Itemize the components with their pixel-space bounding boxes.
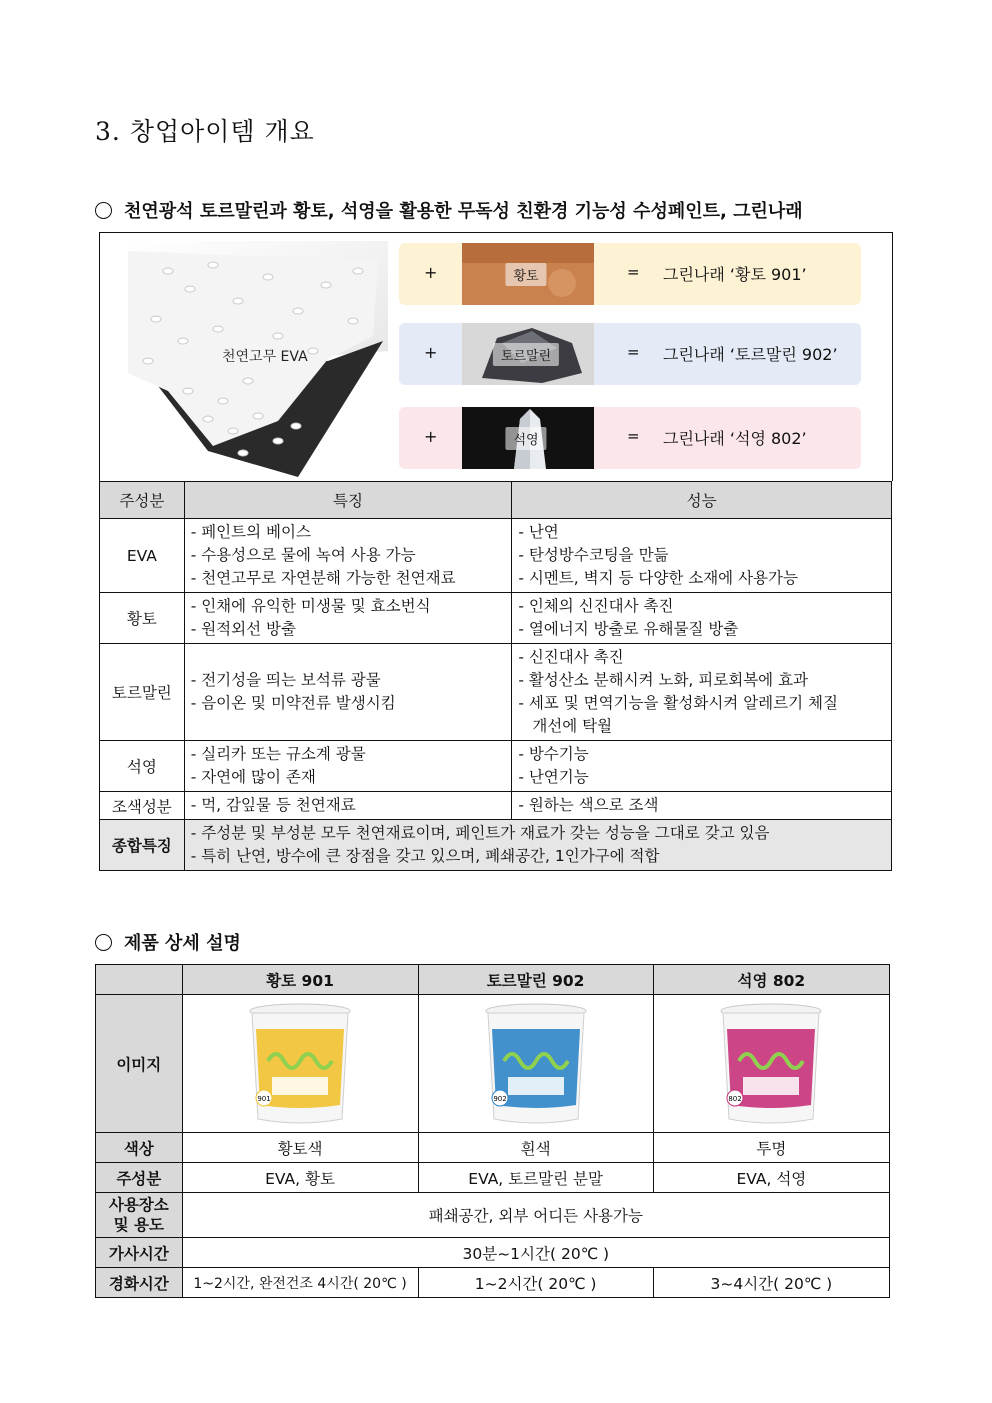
subheading-detail (95, 929, 241, 955)
product-image-cell (653, 995, 889, 1133)
quartz-tag: 석영 (505, 427, 546, 450)
product-table (95, 964, 890, 1298)
table-row (100, 792, 892, 820)
product-image-cell (182, 995, 418, 1133)
table-row (100, 741, 892, 792)
components-table (99, 481, 892, 871)
color-cell: 황토색 (182, 1133, 418, 1163)
product-column-header: 토르말린 902 (418, 965, 653, 995)
performance-line: - 인체의 신진대사 촉진 (518, 597, 674, 615)
plus-sign: + (424, 263, 438, 282)
features-cell (184, 593, 512, 644)
performance-line: - 난연 (518, 523, 559, 541)
summary-label: 종합특징 (100, 820, 185, 871)
row-label: 주성분 (96, 1163, 183, 1193)
feature-line: - 먹, 감잎물 등 천연재료 (190, 796, 356, 814)
row-label: 사용장소 및 용도 (96, 1193, 183, 1238)
feature-line: - 원적외선 방출 (190, 620, 296, 638)
result-tourmaline: 그린나래 ‘토르말린 902’ (663, 345, 838, 364)
performance-line: - 열에너지 방출로 유해물질 방출 (518, 620, 739, 638)
summary-row (100, 820, 892, 871)
component-name: 토르말린 (100, 644, 185, 741)
performance-line: 개선에 탁월 (532, 717, 613, 735)
table-header-row (96, 965, 890, 995)
image-row (96, 995, 890, 1133)
performance-line: - 탄성방수코팅을 만듦 (518, 546, 669, 564)
formula-graphic (99, 232, 893, 481)
blank-header (96, 965, 183, 995)
equals-sign: = (627, 263, 640, 281)
plus-sign: + (424, 427, 438, 446)
combo-quartz (399, 407, 861, 469)
row-label: 이미지 (96, 995, 183, 1133)
feature-line: - 수용성으로 물에 녹여 사용 가능 (190, 546, 416, 564)
table-row (100, 519, 892, 593)
performance-line: - 방수기능 (518, 745, 589, 763)
performance-cell (512, 593, 892, 644)
table-row (96, 1268, 890, 1298)
performance-line: - 신진대사 촉진 (518, 648, 624, 666)
section-title: 3. 창업아이템 개요 (95, 117, 315, 146)
main-component-cell: EVA, 토르말린 분말 (418, 1163, 653, 1193)
features-cell (184, 741, 512, 792)
subheading-overview-text: 천연광석 토르말린과 황토, 석영을 활용한 무독성 친환경 기능성 수성페인트, 그린나래 (124, 201, 803, 222)
summary-cell (184, 820, 891, 871)
color-cell: 흰색 (418, 1133, 653, 1163)
product-column-header: 황토 901 (182, 965, 418, 995)
plus-sign: + (424, 343, 438, 362)
table-row (96, 1193, 890, 1238)
performance-cell (512, 741, 892, 792)
product-badge: 802 (728, 1095, 743, 1103)
features-cell (184, 644, 512, 741)
table-header-row (100, 482, 892, 519)
feature-line: - 전기성을 띄는 보석류 광물 (190, 671, 381, 689)
paint-bucket-image (482, 1001, 590, 1126)
main-component-cell: EVA, 황토 (182, 1163, 418, 1193)
performance-cell (512, 644, 892, 741)
feature-line: - 페인트의 베이스 (190, 523, 311, 541)
result-quartz: 그린나래 ‘석영 802’ (663, 429, 807, 448)
product-image-cell (418, 995, 653, 1133)
header-cell: 특징 (184, 482, 512, 519)
feature-line: - 인채에 유익한 미생물 및 효소번식 (190, 597, 431, 615)
product-badge: 902 (492, 1095, 507, 1103)
result-hwangto: 그린나래 ‘황토 901’ (663, 265, 807, 284)
row-label: 경화시간 (96, 1268, 183, 1298)
component-name: EVA (100, 519, 185, 593)
main-component-cell: EVA, 석영 (653, 1163, 889, 1193)
features-cell (184, 792, 512, 820)
circle-bullet-icon (95, 934, 112, 951)
curing-cell: 3~4시간( 20℃ ) (653, 1268, 889, 1298)
worktime-cell: 30분~1시간( 20℃ ) (182, 1238, 889, 1268)
feature-line: - 자연에 많이 존재 (190, 768, 316, 786)
equals-sign: = (627, 343, 640, 361)
tourmaline-tag: 토르말린 (493, 343, 559, 366)
feature-line: - 음이온 및 미약전류 발생시킴 (190, 694, 396, 712)
row-label: 가사시간 (96, 1238, 183, 1268)
table-row (100, 593, 892, 644)
subheading-detail-text: 제품 상세 설명 (124, 933, 241, 954)
row-label: 색상 (96, 1133, 183, 1163)
product-badge: 901 (257, 1095, 271, 1103)
component-name: 석영 (100, 741, 185, 792)
paint-bucket-image (717, 1001, 825, 1126)
curing-cell: 1~2시간, 완전건조 4시간( 20℃ ) (182, 1268, 418, 1298)
component-name: 조색성분 (100, 792, 185, 820)
component-name: 황토 (100, 593, 185, 644)
features-cell (184, 519, 512, 593)
header-cell: 주성분 (100, 482, 185, 519)
performance-cell (512, 519, 892, 593)
circle-bullet-icon (95, 202, 112, 219)
combo-tourmaline (399, 323, 861, 385)
performance-line: - 시멘트, 벽지 등 다양한 소재에 사용가능 (518, 569, 798, 587)
table-row (96, 1238, 890, 1268)
combo-hwangto (399, 243, 861, 305)
table-row (96, 1163, 890, 1193)
usage-cell: 패쇄공간, 외부 어디든 사용가능 (182, 1193, 889, 1238)
equals-sign: = (627, 427, 640, 445)
feature-line: - 천연고무로 자연분해 가능한 천연재료 (190, 569, 456, 587)
performance-line: - 난연기능 (518, 768, 589, 786)
table-row (96, 1133, 890, 1163)
paint-bucket-image (246, 1001, 354, 1126)
eva-label: 천연고무 EVA (222, 349, 308, 365)
performance-cell (512, 792, 892, 820)
performance-line: - 세포 및 면역기능을 활성화시켜 알레르기 체질 (518, 694, 838, 712)
hwangto-tag: 황토 (505, 263, 546, 286)
performance-line: - 원하는 색으로 조색 (518, 796, 659, 814)
table-row (100, 644, 892, 741)
summary-line: - 특히 난연, 방수에 큰 장점을 갖고 있으며, 폐쇄공간, 1인가구에 적합 (190, 847, 660, 865)
subheading-overview (95, 197, 803, 223)
product-column-header: 석영 802 (653, 965, 889, 995)
color-cell: 투명 (653, 1133, 889, 1163)
summary-line: - 주성분 및 부성분 모두 천연재료이며, 페인트가 재료가 갖는 성능을 그대로 갖고 있음 (190, 824, 770, 842)
feature-line: - 실리카 또는 규소계 광물 (190, 745, 366, 763)
performance-line: - 활성산소 분해시켜 노화, 피로회복에 효과 (518, 671, 809, 689)
header-cell: 성능 (512, 482, 892, 519)
curing-cell: 1~2시간( 20℃ ) (418, 1268, 653, 1298)
